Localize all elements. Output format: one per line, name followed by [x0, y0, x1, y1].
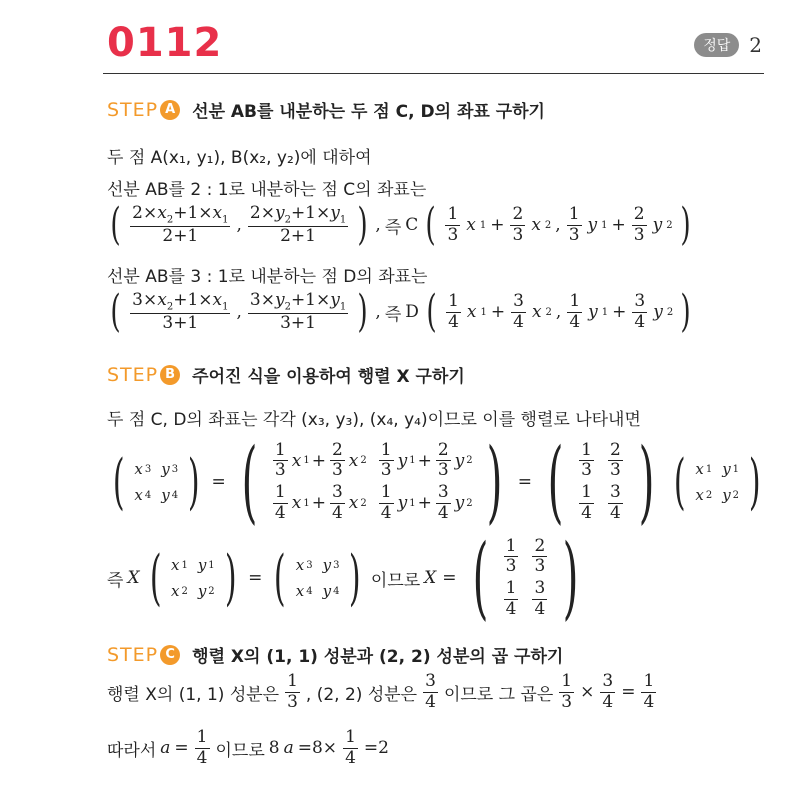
point-c-formula: ( $\frac{2\times x_2+1\times x_1}{2+1}$ , $\frac{2\times y_2+1\times y_1}{2+1}$ ) , 즉 C ( $\frac{1}{3}$ x 1 + $\frac{2}{3}$ x 2 , $\frac{1}{3}$ y 1 + $\frac{2}{3}$ y 2 ) — [110, 199, 691, 250]
step-c-line-1: 행렬 X의 (1, 1) 성분은 $\frac{1}{3}$ , (2, 2) 성분은 $\frac{3}{4}$ 이므로 그 곱은 $\frac{1}{3}$ × $\frac{3}{4}$ = $\frac{1}{4}$ — [107, 671, 655, 712]
step-b-line-1: 두 점 C, D의 좌표는 각각 (x₃, y₃), (x₄, y₄)이므로 이를 행렬로 나타내면 — [107, 410, 641, 430]
step-a-line-2: 선분 AB를 2 : 1로 내분하는 점 C의 좌표는 — [107, 180, 427, 200]
step-word: STEP — [107, 98, 159, 121]
matrix-equation: ( x 3 y 3 x 4 y 4 ) = ( $\frac{1}{3}$ x 1 + $\frac{2}{3}$ x 2 $\frac{1}{3}$ y 1 + $\frac{2}{3}$ y 2 $\frac{1}{4}$ x 1 + $\frac{3}{4}$ x 2 $\frac{1}{4}$ y 1 + $\frac{3}{4}$ y 2 ) = ( $\frac{1}{3}$ $\frac{2}{3}$ $\frac{1}{4}$ $\frac{3}{4}$ ) ( x 1 y 1 x 2 y 2 ) — [112, 429, 761, 534]
step-title: 행렬 X의 (1, 1) 성분과 (2, 2) 성분의 곱 구하기 — [192, 647, 564, 667]
answer-box — [694, 33, 762, 57]
step-badge-a: A — [160, 100, 180, 120]
header-divider — [103, 73, 764, 74]
step-badge-c: C — [160, 645, 180, 665]
step-b-header — [107, 362, 465, 387]
step-word: STEP — [107, 643, 159, 666]
problem-number: 0112 — [107, 20, 223, 66]
answer-label: 정답 — [694, 33, 739, 57]
step-word: STEP — [107, 363, 159, 386]
step-a-line-1: 두 점 A(x₁, y₁), B(x₂, y₂)에 대하여 — [107, 148, 372, 168]
step-title: 주어진 식을 이용하여 행렬 X 구하기 — [192, 367, 465, 387]
step-a-line-4: 선분 AB를 3 : 1로 내분하는 점 D의 좌표는 — [107, 267, 428, 287]
step-a-header — [107, 97, 545, 122]
step-badge-b: B — [160, 365, 180, 385]
matrix-x-equation: 즉 X ( x 1 y 1 x 2 y 2 ) = ( x 3 y 3 x 4 y 4 ) 이므로 X = ( $\frac{1}{3}$ $\frac{2}{3}$ $\frac{1}{4}$ $\frac{3}{4}$ ) — [107, 525, 579, 630]
step-c-line-2: 따라서 a = $\frac{1}{4}$ 이므로 8 a =8× $\frac{1}{4}$ =2 — [107, 727, 389, 768]
answer-value: 2 — [749, 33, 762, 57]
point-d-formula: ( $\frac{3\times x_2+1\times x_1}{3+1}$ , $\frac{3\times y_2+1\times y_1}{3+1}$ ) , 즉 D ( $\frac{1}{4}$ x 1 + $\frac{3}{4}$ x 2 , $\frac{1}{4}$ y 1 + $\frac{3}{4}$ y 2 ) — [110, 286, 691, 337]
step-c-header — [107, 642, 563, 667]
step-title: 선분 AB를 내분하는 두 점 C, D의 좌표 구하기 — [192, 102, 545, 122]
